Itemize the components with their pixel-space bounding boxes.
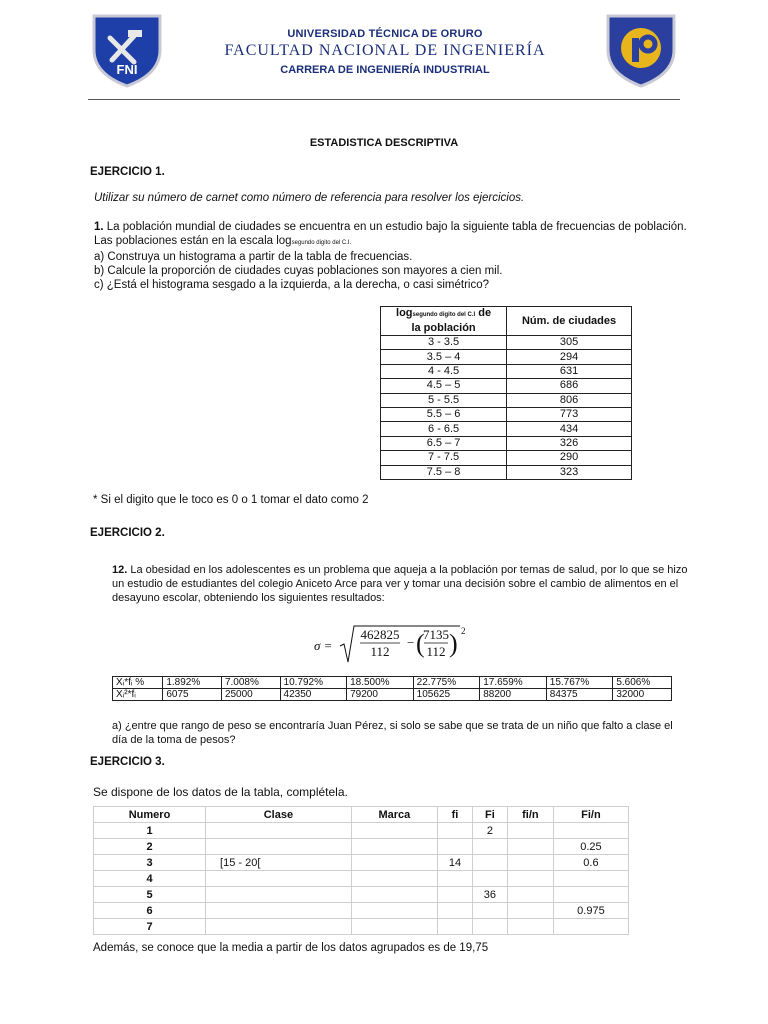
row-number-cell: 5: [94, 887, 206, 903]
formula-rparen: ): [449, 629, 458, 658]
ex2-question: [112, 719, 692, 747]
ex2-statement: [112, 563, 692, 605]
ex2-line1: La obesidad en los adolescentes es un problema que aqueja a la población por temas de salud, por lo que se hizo: [127, 564, 688, 576]
formula-exponent: 2: [461, 626, 466, 636]
table-row: [113, 677, 672, 689]
value-cell: 6075: [163, 689, 222, 701]
table-row: [381, 336, 632, 350]
value-cell: 18.500%: [347, 677, 414, 689]
column-header: fi: [438, 807, 473, 823]
row-label-cell: Xᵢ²*fᵢ: [113, 689, 163, 701]
formula-den1: 112: [370, 644, 390, 659]
city-count-cell: 326: [507, 436, 632, 450]
table-cell: [507, 919, 553, 935]
table-cell: [553, 871, 628, 887]
log-interval-cell: 4.5 – 5: [381, 379, 507, 393]
table-cell: [206, 839, 352, 855]
value-cell: 88200: [480, 689, 547, 701]
table-cell: 0.6: [553, 855, 628, 871]
table-cell: [206, 919, 352, 935]
table-cell: [507, 855, 553, 871]
table-header-row: [94, 807, 629, 823]
column-header: Numero: [94, 807, 206, 823]
table-row: [381, 451, 632, 465]
table-cell: 14: [438, 855, 473, 871]
ex2-line3: desayuno escolar, obteniendo los siguientes resultados:: [112, 592, 385, 604]
value-cell: 79200: [347, 689, 414, 701]
ex3-heading: EJERCICIO 3.: [90, 756, 165, 768]
industrial-logo: [602, 10, 680, 88]
city-count-cell: 305: [507, 336, 632, 350]
log-subscript: segundo digito del C.I: [412, 312, 476, 318]
city-count-cell: 323: [507, 465, 632, 479]
ex1-part-a: a) Construya un histograma a partir de la tabla de frecuencias.: [94, 251, 413, 263]
value-cell: 84375: [546, 689, 613, 701]
table-cell: [351, 903, 437, 919]
column-header: Fi/n: [553, 807, 628, 823]
table-cell: [472, 871, 507, 887]
value-cell: 32000: [613, 689, 672, 701]
table-row: [113, 689, 672, 701]
column-header: Fi: [472, 807, 507, 823]
ex2-line2: un estudio de estudiantes del colegio Aniceto Arce para ver y tomar una decisión sobre el cambio de alimentos en el: [112, 578, 679, 590]
table-cell: [553, 823, 628, 839]
ex1-table-header-log: [381, 307, 507, 336]
log-label-line2: la población: [411, 322, 476, 334]
value-cell: 1.892%: [163, 677, 222, 689]
table-row: [94, 903, 629, 919]
table-cell: [507, 823, 553, 839]
sigma-formula: [310, 622, 470, 666]
table-row: [94, 919, 629, 935]
row-number-cell: 4: [94, 871, 206, 887]
formula-den2: 112: [426, 644, 446, 659]
table-cell: [206, 823, 352, 839]
table-cell: [438, 871, 473, 887]
value-cell: 7.008%: [221, 677, 280, 689]
log-suffix: de: [475, 307, 492, 319]
table-cell: [472, 903, 507, 919]
table-cell: [472, 855, 507, 871]
log-label: log: [396, 307, 413, 319]
table-cell: [507, 871, 553, 887]
city-count-cell: 631: [507, 364, 632, 378]
table-cell: [438, 839, 473, 855]
column-header: fi/n: [507, 807, 553, 823]
table-cell: [553, 887, 628, 903]
faculty-name: FACULTAD NACIONAL DE INGENIERÍA: [224, 42, 546, 59]
formula-lparen: (: [416, 629, 425, 658]
row-number-cell: 2: [94, 839, 206, 855]
table-cell: [507, 887, 553, 903]
formula-num1: 462825: [360, 627, 400, 642]
table-cell: [438, 823, 473, 839]
table-cell: [472, 839, 507, 855]
column-header: Clase: [206, 807, 352, 823]
table-row: [381, 422, 632, 436]
city-count-cell: 290: [507, 451, 632, 465]
table-cell: 36: [472, 887, 507, 903]
table-cell: [206, 871, 352, 887]
table-row: [381, 407, 632, 421]
log-interval-cell: 3 - 3.5: [381, 336, 507, 350]
table-cell: 0.975: [553, 903, 628, 919]
table-cell: [553, 919, 628, 935]
table-cell: [351, 839, 437, 855]
row-number-cell: 6: [94, 903, 206, 919]
table-cell: [351, 823, 437, 839]
table-cell: [438, 919, 473, 935]
table-cell: [438, 903, 473, 919]
table-row: [381, 436, 632, 450]
fni-logo-text: FNI: [116, 62, 138, 77]
ex1-line1: La población mundial de ciudades se encuentra en un estudio bajo la siguiente tabla de frecuencias de población.: [103, 221, 687, 233]
table-row: [94, 887, 629, 903]
log-interval-cell: 5.5 – 6: [381, 407, 507, 421]
row-label-cell: Xᵢ*fᵢ %: [113, 677, 163, 689]
table-row: [94, 855, 629, 871]
table-row: [381, 465, 632, 479]
ex3-table: [93, 806, 629, 935]
table-row: [94, 823, 629, 839]
ex1-part-b: b) Calcule la proporción de ciudades cuyas poblaciones son mayores a cien mil.: [94, 265, 503, 277]
log-interval-cell: 5 - 5.5: [381, 393, 507, 407]
ex1-note: * Si el digito que le toco es 0 o 1 tomar el dato como 2: [93, 494, 369, 506]
table-row: [381, 350, 632, 364]
document-title: ESTADISTICA DESCRIPTIVA: [309, 137, 459, 149]
table-row: [381, 364, 632, 378]
table-row: [381, 393, 632, 407]
ex1-part-c: c) ¿Está el histograma sesgado a la izquierda, a la derecha, o casi simétrico?: [94, 279, 490, 291]
row-number-cell: 7: [94, 919, 206, 935]
city-count-cell: 806: [507, 393, 632, 407]
table-row: [94, 839, 629, 855]
value-cell: 17.659%: [480, 677, 547, 689]
ex2-heading: EJERCICIO 2.: [90, 527, 165, 539]
log-interval-cell: 6.5 – 7: [381, 436, 507, 450]
city-count-cell: 434: [507, 422, 632, 436]
table-cell: [206, 903, 352, 919]
column-header: Marca: [351, 807, 437, 823]
ex1-heading: EJERCICIO 1.: [90, 166, 165, 178]
value-cell: 105625: [413, 689, 480, 701]
row-number-cell: 1: [94, 823, 206, 839]
table-cell: [351, 871, 437, 887]
table-cell: 2: [472, 823, 507, 839]
table-cell: [351, 919, 437, 935]
log-interval-cell: 3.5 – 4: [381, 350, 507, 364]
value-cell: 15.767%: [546, 677, 613, 689]
table-cell: [507, 839, 553, 855]
city-count-cell: 686: [507, 379, 632, 393]
ex1-number: 1.: [94, 221, 104, 233]
row-number-cell: 3: [94, 855, 206, 871]
value-cell: 42350: [280, 689, 347, 701]
log-interval-cell: 6 - 6.5: [381, 422, 507, 436]
header-divider: [88, 99, 680, 100]
ex2-question-line2: día de la toma de pesos?: [112, 734, 236, 746]
sigma-symbol: σ =: [314, 638, 333, 653]
table-cell: [351, 855, 437, 871]
formula-num2: 7135: [423, 627, 449, 642]
table-cell: [206, 887, 352, 903]
ex1-table-header-count: Núm. de ciudades: [507, 307, 632, 336]
value-cell: 22.775%: [413, 677, 480, 689]
table-row: [381, 379, 632, 393]
ex1-intro: Utilizar su número de carnet como número de referencia para resolver los ejercicios.: [94, 192, 525, 204]
table-row: [94, 871, 629, 887]
ex1-frequency-table: [380, 306, 632, 480]
ex3-note: Además, se conoce que la media a partir de los datos agrupados es de 19,75: [93, 942, 489, 954]
formula-minus: −: [407, 635, 415, 650]
fni-logo: [88, 10, 166, 88]
table-cell: [351, 887, 437, 903]
ex3-intro: Se dispone de los datos de la tabla, complétela.: [93, 785, 348, 799]
ex2-question-line1: a) ¿entre que rango de peso se encontraría Juan Pérez, si solo se sabe que se trata de un niño que falto a clase el: [112, 720, 673, 732]
city-count-cell: 294: [507, 350, 632, 364]
value-cell: 5.606%: [613, 677, 672, 689]
ex2-number: 12.: [112, 564, 128, 576]
table-cell: [15 - 20[: [206, 855, 352, 871]
log-interval-cell: 7 - 7.5: [381, 451, 507, 465]
ex1-statement: [94, 220, 694, 292]
city-count-cell: 773: [507, 407, 632, 421]
table-cell: [472, 919, 507, 935]
value-cell: 25000: [221, 689, 280, 701]
university-name: UNIVERSIDAD TÉCNICA DE ORURO: [287, 28, 483, 40]
log-interval-cell: 7.5 – 8: [381, 465, 507, 479]
table-cell: [507, 903, 553, 919]
value-cell: 10.792%: [280, 677, 347, 689]
ex1-line2-sub: segundo digito del C.I.: [291, 240, 352, 246]
table-cell: [438, 887, 473, 903]
ex2-data-table: [112, 676, 672, 701]
table-cell: 0.25: [553, 839, 628, 855]
career-name: CARRERA DE INGENIERÍA INDUSTRIAL: [280, 64, 490, 76]
ex1-line2: Las poblaciones están en la escala log: [94, 235, 292, 247]
log-interval-cell: 4 - 4.5: [381, 364, 507, 378]
